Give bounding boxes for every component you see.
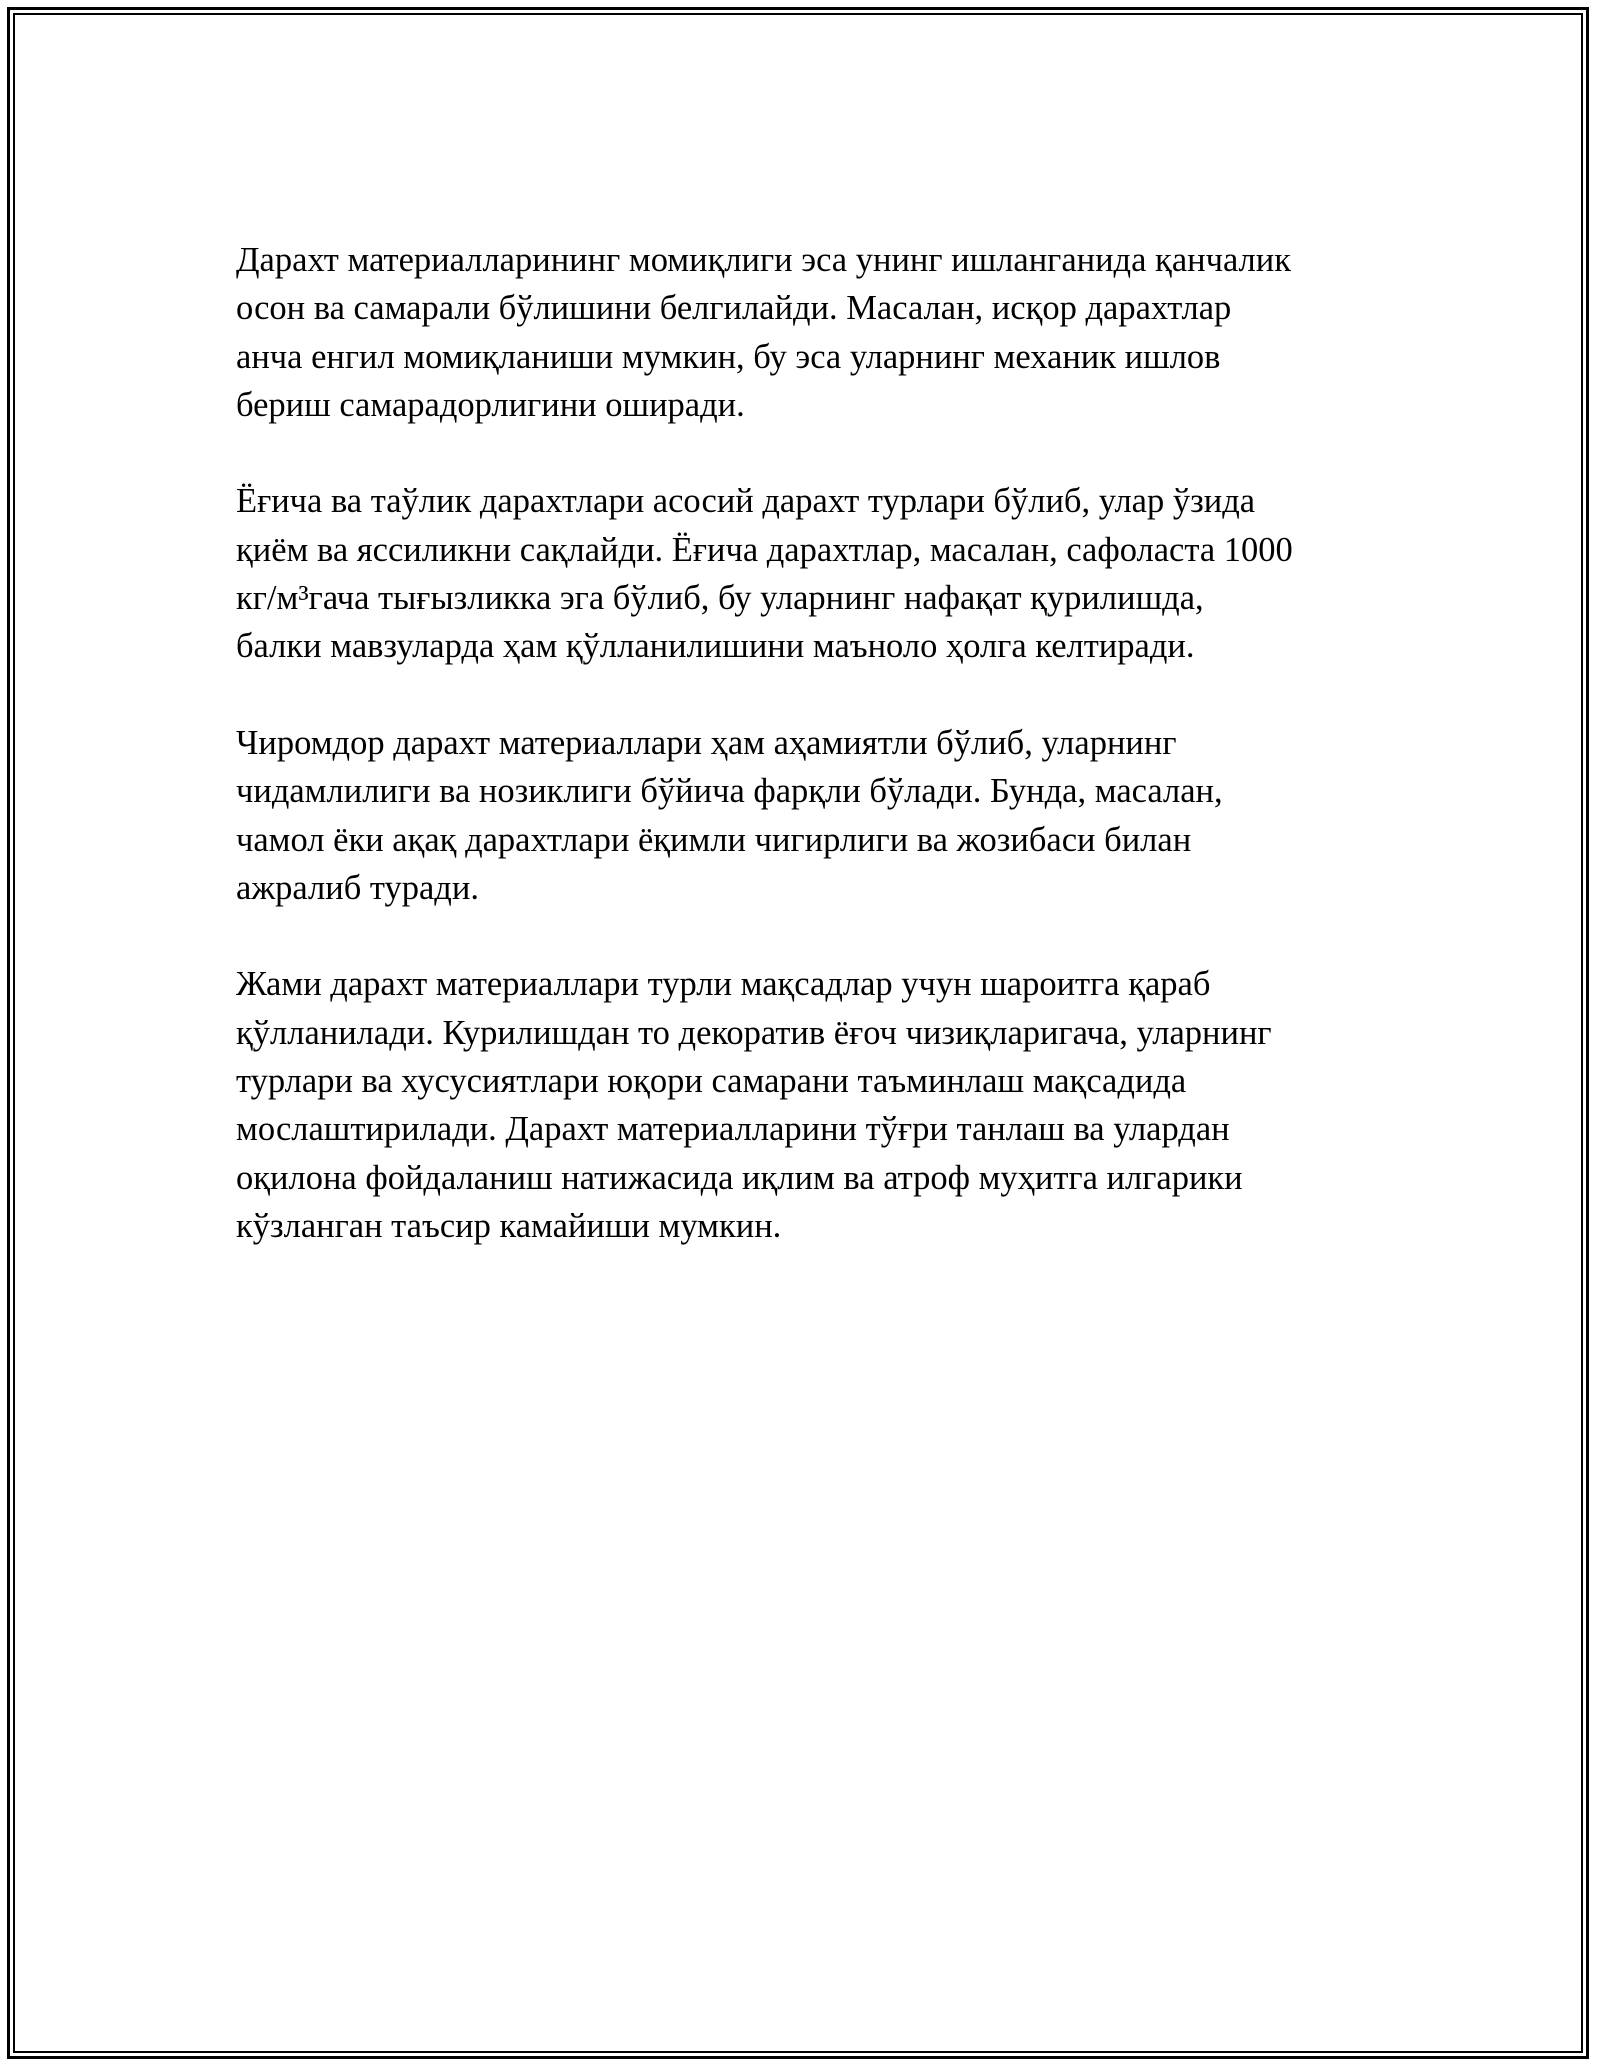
paragraph-1 bbox=[236, 236, 1386, 429]
text-line: балки мавзуларда ҳам қўлланилишини маъноло ҳолга келтиради. bbox=[236, 627, 1195, 666]
text-line: бериш самарадорлигини оширади. bbox=[236, 385, 745, 424]
text-line: қўлланилади. Курилишдан то декоратив ёғоч чизиқларигача, уларнинг bbox=[236, 1013, 1272, 1052]
text-line: анча енгил момиқланиши мумкин, бу эса уларнинг механик ишлов bbox=[236, 337, 1221, 376]
text-line: оқилона фойдаланиш натижасида иқлим ва атроф муҳитга илгарики bbox=[236, 1158, 1243, 1197]
document-body bbox=[236, 236, 1386, 1299]
text-line: Жами дарахт материаллари турли мақсадлар учун шароитга қараб bbox=[236, 965, 1211, 1004]
text-line: Чиромдор дарахт материаллари ҳам аҳамиятли бўлиб, уларнинг bbox=[236, 723, 1177, 762]
text-line: ажралиб туради. bbox=[236, 868, 479, 907]
text-line: мослаштирилади. Дарахт материалларини тўғри танлаш ва улардан bbox=[236, 1110, 1230, 1149]
text-line: чидамлилиги ва нозиклиги бўйича фарқли бўлади. Бунда, масалан, bbox=[236, 772, 1223, 811]
text-line: кг/м³гача тығызликка эга бўлиб, бу уларнинг нафақат қурилишда, bbox=[236, 579, 1204, 618]
text-line: Дарахт материалларининг момиқлиги эса унинг ишланганида қанчалик bbox=[236, 241, 1291, 279]
text-line: Ёғича ва таўлик дарахтлари асосий дарахт турлари бўлиб, улар ўзида bbox=[236, 482, 1256, 521]
text-line: турлари ва хусусиятлари юқори самарани таъминлаш мақсадида bbox=[236, 1062, 1187, 1101]
text-line: кўзланган таъсир камайиши мумкин. bbox=[236, 1206, 782, 1245]
text-line: чамол ёки ақақ дарахтлари ёқимли чигирлиги ва жозибаси билан bbox=[236, 820, 1192, 859]
text-line: қиём ва яссиликни сақлайди. Ёғича дарахтлар, масалан, сафоласта 1000 bbox=[236, 530, 1293, 569]
paragraph-2 bbox=[236, 477, 1386, 670]
text-line: осон ва самарали бўлишини белгилайди. Масалан, исқор дарахтлар bbox=[236, 289, 1232, 328]
paragraph-4 bbox=[236, 960, 1386, 1250]
paragraph-3 bbox=[236, 719, 1386, 912]
